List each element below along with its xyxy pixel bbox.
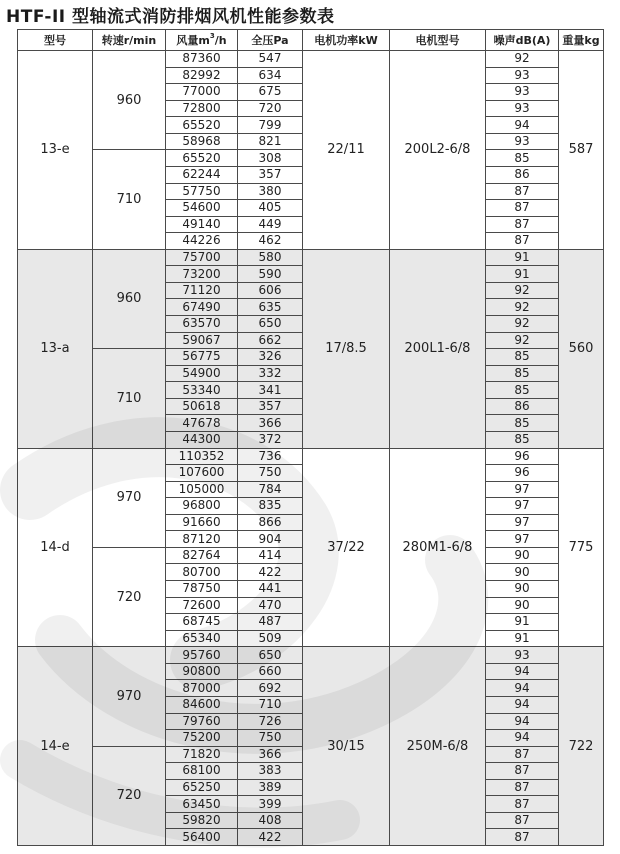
table-body (18, 51, 604, 846)
airflow-cell: 77000 (166, 84, 238, 101)
pressure-cell: 366 (238, 746, 303, 763)
noise-cell: 87 (486, 746, 559, 763)
airflow-cell: 68745 (166, 614, 238, 631)
noise-cell: 87 (486, 779, 559, 796)
airflow-cell: 57750 (166, 183, 238, 200)
pressure-cell: 710 (238, 696, 303, 713)
pressure-cell: 784 (238, 481, 303, 498)
pressure-cell: 750 (238, 730, 303, 747)
header-noise: 噪声dB(A) (486, 30, 559, 51)
pressure-cell: 341 (238, 382, 303, 399)
noise-cell: 85 (486, 431, 559, 448)
noise-cell: 97 (486, 498, 559, 515)
airflow-cell: 72800 (166, 100, 238, 117)
airflow-cell: 87120 (166, 531, 238, 548)
speed-cell: 960 (93, 51, 166, 150)
airflow-cell: 44300 (166, 431, 238, 448)
noise-cell: 85 (486, 150, 559, 167)
airflow-cell: 54900 (166, 365, 238, 382)
noise-cell: 93 (486, 647, 559, 664)
table-row (18, 249, 604, 266)
pressure-cell: 414 (238, 547, 303, 564)
airflow-cell: 63570 (166, 316, 238, 333)
pressure-cell: 372 (238, 431, 303, 448)
airflow-cell: 87360 (166, 51, 238, 68)
power-cell: 22/11 (303, 51, 390, 250)
airflow-cell: 75700 (166, 249, 238, 266)
airflow-cell: 44226 (166, 233, 238, 250)
table-row (18, 51, 604, 68)
speed-cell: 710 (93, 349, 166, 448)
noise-cell: 93 (486, 84, 559, 101)
noise-cell: 90 (486, 581, 559, 598)
noise-cell: 85 (486, 349, 559, 366)
airflow-cell: 59067 (166, 332, 238, 349)
noise-cell: 96 (486, 465, 559, 482)
airflow-cell: 73200 (166, 266, 238, 283)
pressure-cell: 389 (238, 779, 303, 796)
pressure-cell: 332 (238, 365, 303, 382)
airflow-cell: 59820 (166, 812, 238, 829)
pressure-cell: 326 (238, 349, 303, 366)
pressure-cell: 449 (238, 216, 303, 233)
airflow-cell: 80700 (166, 564, 238, 581)
pressure-cell: 308 (238, 150, 303, 167)
model-cell: 14-d (18, 448, 93, 647)
pressure-cell: 606 (238, 282, 303, 299)
pressure-cell: 692 (238, 680, 303, 697)
noise-cell: 90 (486, 597, 559, 614)
noise-cell: 87 (486, 216, 559, 233)
airflow-cell: 65520 (166, 150, 238, 167)
noise-cell: 92 (486, 332, 559, 349)
noise-cell: 92 (486, 51, 559, 68)
model-cell: 13-a (18, 249, 93, 448)
airflow-cell: 110352 (166, 448, 238, 465)
noise-cell: 87 (486, 233, 559, 250)
pressure-cell: 470 (238, 597, 303, 614)
noise-cell: 86 (486, 398, 559, 415)
airflow-cell: 58968 (166, 133, 238, 150)
noise-cell: 97 (486, 481, 559, 498)
airflow-cell: 65520 (166, 117, 238, 134)
power-cell: 37/22 (303, 448, 390, 647)
pressure-cell: 635 (238, 299, 303, 316)
model-cell: 13-e (18, 51, 93, 250)
noise-cell: 85 (486, 382, 559, 399)
noise-cell: 94 (486, 730, 559, 747)
airflow-cell: 90800 (166, 663, 238, 680)
noise-cell: 85 (486, 415, 559, 432)
speed-cell: 970 (93, 647, 166, 746)
pressure-cell: 580 (238, 249, 303, 266)
speed-cell: 960 (93, 249, 166, 348)
noise-cell: 87 (486, 829, 559, 846)
noise-cell: 94 (486, 663, 559, 680)
airflow-cell: 96800 (166, 498, 238, 515)
header-model: 型号 (18, 30, 93, 51)
power-cell: 30/15 (303, 647, 390, 846)
motor-cell: 200L2-6/8 (390, 51, 486, 250)
noise-cell: 93 (486, 100, 559, 117)
header-airflow-suffix: /h (214, 34, 227, 47)
airflow-cell: 84600 (166, 696, 238, 713)
airflow-cell: 95760 (166, 647, 238, 664)
noise-cell: 91 (486, 630, 559, 647)
pressure-cell: 399 (238, 796, 303, 813)
header-airflow (166, 30, 238, 51)
noise-cell: 94 (486, 713, 559, 730)
airflow-cell: 62244 (166, 166, 238, 183)
pressure-cell: 720 (238, 100, 303, 117)
noise-cell: 87 (486, 183, 559, 200)
header-airflow-sup: 3 (209, 32, 215, 40)
pressure-cell: 408 (238, 812, 303, 829)
header-pressure: 全压Pa (238, 30, 303, 51)
noise-cell: 87 (486, 796, 559, 813)
noise-cell: 90 (486, 564, 559, 581)
airflow-cell: 72600 (166, 597, 238, 614)
table-row (18, 448, 604, 465)
motor-cell: 280M1-6/8 (390, 448, 486, 647)
speed-cell: 720 (93, 547, 166, 646)
pressure-cell: 487 (238, 614, 303, 631)
noise-cell: 87 (486, 812, 559, 829)
speed-cell: 970 (93, 448, 166, 547)
airflow-cell: 65340 (166, 630, 238, 647)
noise-cell: 85 (486, 365, 559, 382)
pressure-cell: 462 (238, 233, 303, 250)
noise-cell: 96 (486, 448, 559, 465)
noise-cell: 94 (486, 696, 559, 713)
noise-cell: 94 (486, 680, 559, 697)
pressure-cell: 441 (238, 581, 303, 598)
pressure-cell: 590 (238, 266, 303, 283)
pressure-cell: 357 (238, 166, 303, 183)
model-cell: 14-e (18, 647, 93, 846)
pressure-cell: 383 (238, 763, 303, 780)
pressure-cell: 866 (238, 514, 303, 531)
airflow-cell: 105000 (166, 481, 238, 498)
pressure-cell: 650 (238, 647, 303, 664)
pressure-cell: 675 (238, 84, 303, 101)
table-row (18, 647, 604, 664)
airflow-cell: 71120 (166, 282, 238, 299)
airflow-cell: 107600 (166, 465, 238, 482)
airflow-cell: 82764 (166, 547, 238, 564)
pressure-cell: 422 (238, 564, 303, 581)
header-airflow-prefix: 风量m (176, 34, 210, 47)
speed-cell: 720 (93, 746, 166, 845)
noise-cell: 90 (486, 547, 559, 564)
noise-cell: 91 (486, 249, 559, 266)
power-cell: 17/8.5 (303, 249, 390, 448)
airflow-cell: 78750 (166, 581, 238, 598)
airflow-cell: 50618 (166, 398, 238, 415)
performance-table (17, 29, 604, 846)
header-power: 电机功率kW (303, 30, 390, 51)
airflow-cell: 63450 (166, 796, 238, 813)
weight-cell: 722 (559, 647, 604, 846)
airflow-cell: 54600 (166, 200, 238, 217)
airflow-cell: 91660 (166, 514, 238, 531)
noise-cell: 92 (486, 299, 559, 316)
airflow-cell: 68100 (166, 763, 238, 780)
airflow-cell: 82992 (166, 67, 238, 84)
pressure-cell: 835 (238, 498, 303, 515)
airflow-cell: 56775 (166, 349, 238, 366)
noise-cell: 91 (486, 614, 559, 631)
noise-cell: 93 (486, 67, 559, 84)
pressure-cell: 405 (238, 200, 303, 217)
pressure-cell: 509 (238, 630, 303, 647)
weight-cell: 775 (559, 448, 604, 647)
pressure-cell: 662 (238, 332, 303, 349)
noise-cell: 87 (486, 200, 559, 217)
airflow-cell: 79760 (166, 713, 238, 730)
noise-cell: 93 (486, 133, 559, 150)
pressure-cell: 660 (238, 663, 303, 680)
airflow-cell: 87000 (166, 680, 238, 697)
pressure-cell: 650 (238, 316, 303, 333)
page-title: HTF-II 型轴流式消防排烟风机性能参数表 (6, 7, 335, 27)
weight-cell: 560 (559, 249, 604, 448)
airflow-cell: 47678 (166, 415, 238, 432)
noise-cell: 92 (486, 316, 559, 333)
noise-cell: 94 (486, 117, 559, 134)
airflow-cell: 49140 (166, 216, 238, 233)
noise-cell: 86 (486, 166, 559, 183)
noise-cell: 97 (486, 514, 559, 531)
noise-cell: 97 (486, 531, 559, 548)
airflow-cell: 71820 (166, 746, 238, 763)
header-speed: 转速r/min (93, 30, 166, 51)
pressure-cell: 547 (238, 51, 303, 68)
pressure-cell: 821 (238, 133, 303, 150)
header-motor: 电机型号 (390, 30, 486, 51)
airflow-cell: 75200 (166, 730, 238, 747)
speed-cell: 710 (93, 150, 166, 249)
noise-cell: 91 (486, 266, 559, 283)
pressure-cell: 726 (238, 713, 303, 730)
noise-cell: 87 (486, 763, 559, 780)
noise-cell: 92 (486, 282, 559, 299)
weight-cell: 587 (559, 51, 604, 250)
motor-cell: 250M-6/8 (390, 647, 486, 846)
header-weight: 重量kg (559, 30, 604, 51)
motor-cell: 200L1-6/8 (390, 249, 486, 448)
pressure-cell: 634 (238, 67, 303, 84)
pressure-cell: 422 (238, 829, 303, 846)
header-row (18, 30, 604, 51)
pressure-cell: 799 (238, 117, 303, 134)
airflow-cell: 56400 (166, 829, 238, 846)
airflow-cell: 53340 (166, 382, 238, 399)
pressure-cell: 750 (238, 465, 303, 482)
pressure-cell: 357 (238, 398, 303, 415)
pressure-cell: 380 (238, 183, 303, 200)
pressure-cell: 366 (238, 415, 303, 432)
airflow-cell: 67490 (166, 299, 238, 316)
pressure-cell: 904 (238, 531, 303, 548)
airflow-cell: 65250 (166, 779, 238, 796)
pressure-cell: 736 (238, 448, 303, 465)
